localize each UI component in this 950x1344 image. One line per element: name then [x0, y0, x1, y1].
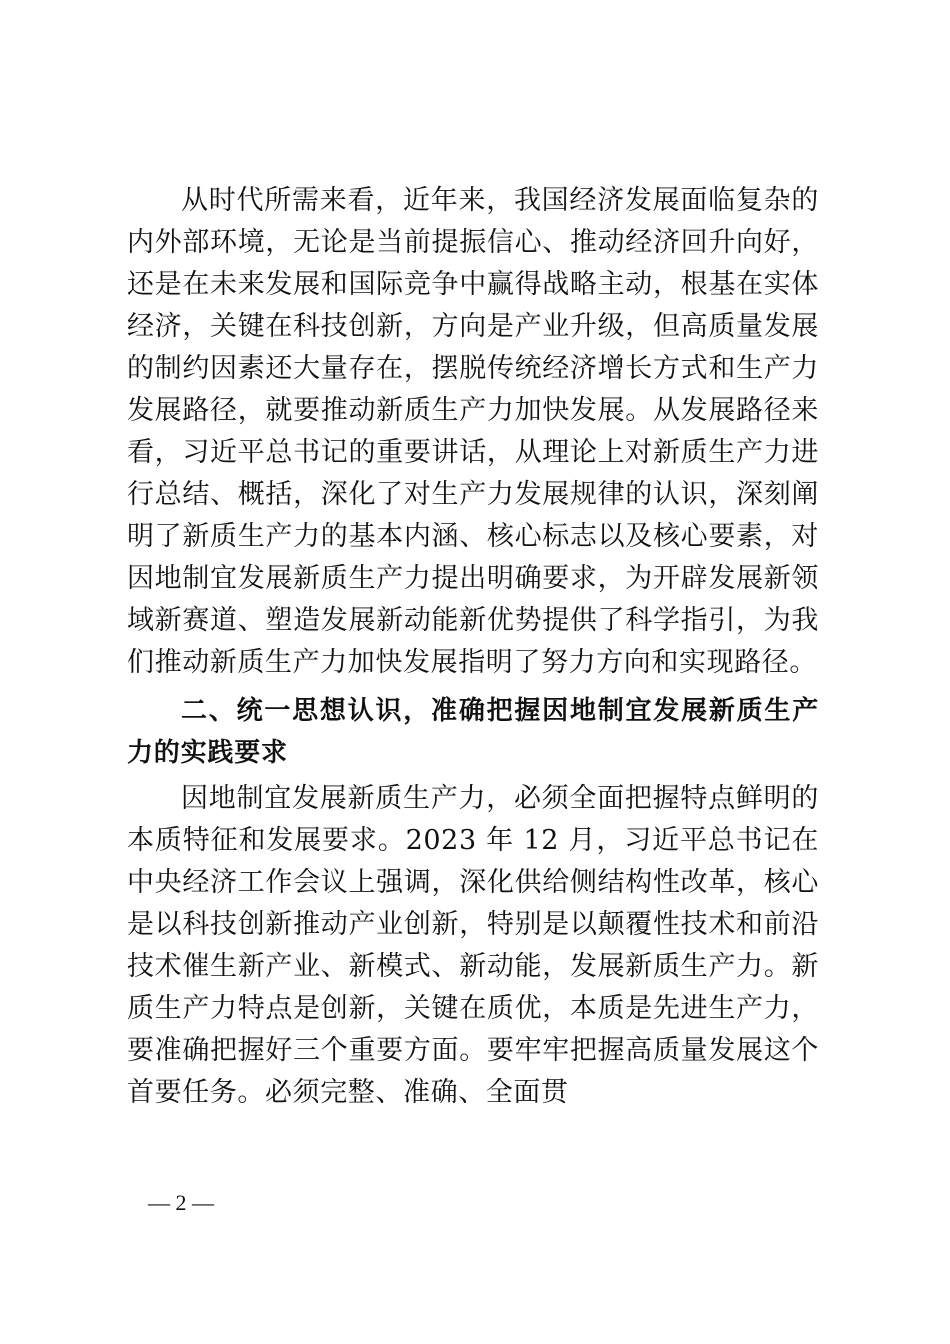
body-text: [127, 180, 819, 1114]
paragraph-development-path: 从时代所需来看，近年来，我国经济发展面临复杂的内外部环境，无论是当前提振信心、推动经济回升向好，还是在未来发展和国际竞争中赢得战略主动，根基在实体经济，关键在科技创新，方向是产业升级，但高质量发展的制约因素还大量存在，摆脱传统经济增长方式和生产力发展路径，就要推动新质生产力加快发展。从发展路径来看，习近平总书记的重要讲话，从理论上对新质生产力进行总结、概括，深化了对生产力发展规律的认识，深刻阐明了新质生产力的基本内涵、核心标志以及核心要素，对因地制宜发展新质生产力提出明确要求，为开辟发展新领域新赛道、塑造发展新动能新优势提供了科学指引，为我们推动新质生产力加快发展指明了努力方向和实现路径。: [127, 185, 819, 678]
page-number: — 2 —: [148, 1190, 214, 1215]
paragraph-practice-requirements: 因地制宜发展新质生产力，必须全面把握特点鲜明的本质特征和发展要求。2023 年 12 月，习近平总书记在中央经济工作会议上强调，深化供给侧结构性改革，核心是以科技创新推动产业创新，特别是以颠覆性技术和前沿技术催生新产业、新模式、新动能，发展新质生产力。新质生产力特点是创新，关键在质优，本质是先进生产力，要准确把握好三个重要方面。要牢牢把握高质量发展这个首要任务。必须完整、准确、全面贯: [127, 783, 819, 1108]
section-heading-2: 二、统一思想认识，准确把握因地制宜发展新质生产力的实践要求: [127, 696, 819, 768]
